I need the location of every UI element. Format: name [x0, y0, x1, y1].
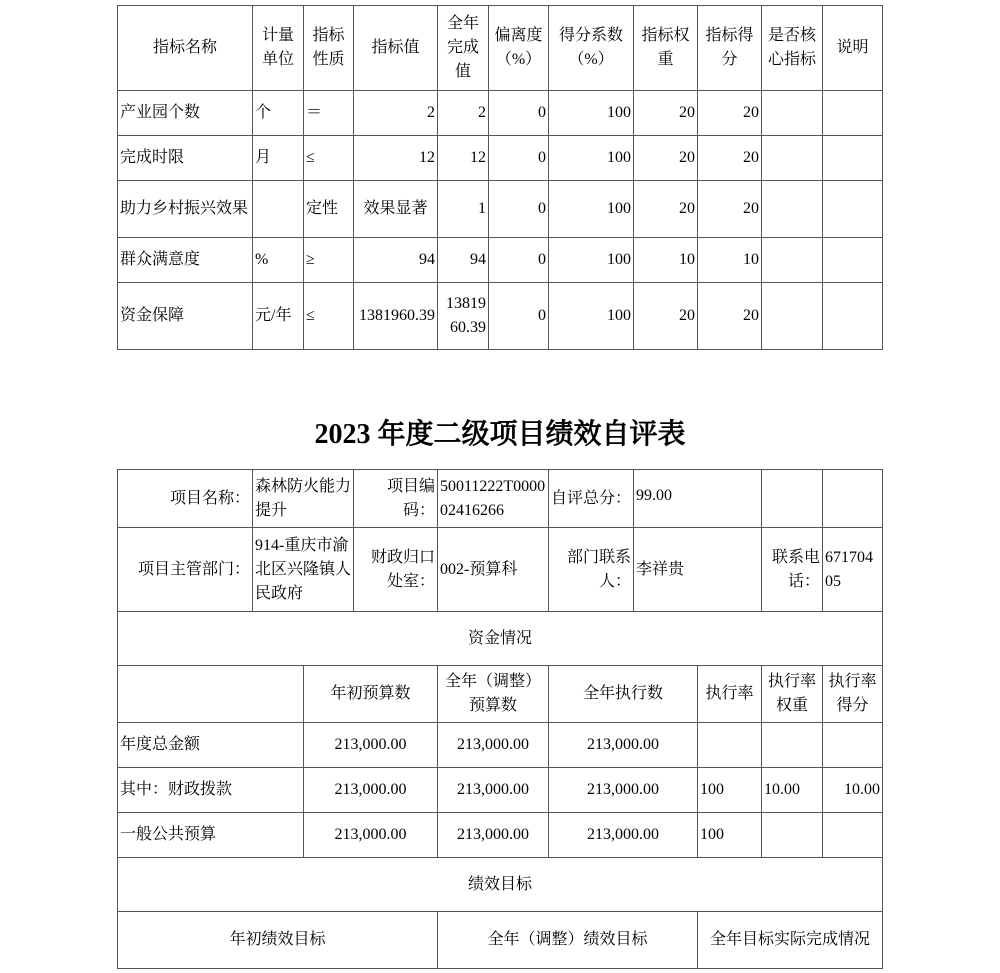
- table-cell: ≥: [304, 238, 354, 283]
- table-cell: [823, 238, 883, 283]
- table-cell: 0: [489, 181, 549, 238]
- table-cell: 20: [634, 91, 698, 136]
- table-cell: 效果显著: [354, 181, 438, 238]
- table-cell: [823, 283, 883, 350]
- funds-section-heading: 资金情况: [118, 612, 883, 666]
- table-cell: 213,000.00: [438, 813, 549, 858]
- table-cell: 100: [549, 238, 634, 283]
- header-cell: 是否核心指标: [762, 6, 823, 91]
- header-cell: 执行率得分: [823, 666, 883, 723]
- table-cell: 0: [489, 283, 549, 350]
- page-title: 2023 年度二级项目绩效自评表: [314, 419, 686, 450]
- header-cell: 全年执行数: [549, 666, 698, 723]
- table-cell: 月: [253, 136, 304, 181]
- contact-label: 部门联系人：: [549, 528, 634, 612]
- table-cell: [762, 238, 823, 283]
- header-cell: 偏离度（%）: [489, 6, 549, 91]
- table-cell: 213,000.00: [549, 723, 698, 768]
- table-cell: [762, 723, 823, 768]
- table-cell: [823, 91, 883, 136]
- header-cell: 年初预算数: [304, 666, 438, 723]
- table-cell: 100: [549, 136, 634, 181]
- table-cell: 2: [438, 91, 489, 136]
- indicator-row: [118, 283, 883, 350]
- table-cell: 20: [634, 283, 698, 350]
- table-cell: 定性: [304, 181, 354, 238]
- table-cell: 213,000.00: [438, 723, 549, 768]
- table-cell: %: [253, 238, 304, 283]
- table-cell: [823, 723, 883, 768]
- table-cell: 100: [549, 283, 634, 350]
- table-cell: 213,000.00: [304, 813, 438, 858]
- table-cell: [253, 181, 304, 238]
- project-name-value: 森林防火能力提升: [253, 470, 354, 528]
- header-cell: 得分系数（%）: [549, 6, 634, 91]
- header-cell: [118, 666, 304, 723]
- table-cell: 1381960.39: [354, 283, 438, 350]
- table-cell: 产业园个数: [118, 91, 253, 136]
- funds-row: [118, 723, 883, 768]
- table-cell: 2: [354, 91, 438, 136]
- project-code-label: 项目编码：: [354, 470, 438, 528]
- table-cell: 20: [634, 181, 698, 238]
- table-cell: 213,000.00: [438, 768, 549, 813]
- table-cell: 213,000.00: [549, 813, 698, 858]
- header-cell: 全年（调整）预算数: [438, 666, 549, 723]
- indicator-row: [118, 136, 883, 181]
- indicator-row: [118, 238, 883, 283]
- contact-value: 李祥贵: [634, 528, 762, 612]
- table-cell: ＝: [304, 91, 354, 136]
- self-evaluation-table: [117, 469, 883, 969]
- office-value: 002-预算科: [438, 528, 549, 612]
- self-score-value: 99.00: [634, 470, 762, 528]
- header-cell: 指标得分: [698, 6, 762, 91]
- dept-label: 项目主管部门：: [118, 528, 253, 612]
- empty-cell: [762, 470, 823, 528]
- header-cell: 指标权重: [634, 6, 698, 91]
- table-cell: 213,000.00: [304, 768, 438, 813]
- table-cell: 20: [698, 136, 762, 181]
- table-cell: [762, 813, 823, 858]
- table-cell: 1381960.39: [438, 283, 489, 350]
- table-cell: 年度总金额: [118, 723, 304, 768]
- goals-section-heading: 绩效目标: [118, 858, 883, 912]
- table-cell: [823, 813, 883, 858]
- table-cell: 元/年: [253, 283, 304, 350]
- empty-cell: [823, 470, 883, 528]
- table-cell: 12: [438, 136, 489, 181]
- header-cell: 全年（调整）绩效目标: [438, 912, 698, 969]
- funds-row: [118, 813, 883, 858]
- project-code-value: 50011222T000002416266: [438, 470, 549, 528]
- table-cell: 群众满意度: [118, 238, 253, 283]
- project-info-row: [118, 470, 883, 528]
- header-cell: 指标性质: [304, 6, 354, 91]
- header-cell: 指标名称: [118, 6, 253, 91]
- table-cell: 20: [698, 283, 762, 350]
- indicator-row: [118, 91, 883, 136]
- table-cell: 0: [489, 91, 549, 136]
- table-cell: ≤: [304, 136, 354, 181]
- table-cell: 100: [549, 91, 634, 136]
- header-cell: 执行率: [698, 666, 762, 723]
- office-label: 财政归口处室：: [354, 528, 438, 612]
- indicator-row: [118, 181, 883, 238]
- goals-header-row: [118, 912, 883, 969]
- table-cell: 0: [489, 238, 549, 283]
- table-cell: 其中：财政拨款: [118, 768, 304, 813]
- table-cell: ≤: [304, 283, 354, 350]
- table-cell: 一般公共预算: [118, 813, 304, 858]
- table-cell: 0: [489, 136, 549, 181]
- header-cell: 全年完成值: [438, 6, 489, 91]
- table-cell: 100: [549, 181, 634, 238]
- table-cell: 资金保障: [118, 283, 253, 350]
- table-cell: 20: [698, 181, 762, 238]
- table-cell: [698, 723, 762, 768]
- indicator-header-row: [118, 6, 883, 91]
- self-score-label: 自评总分：: [549, 470, 634, 528]
- table-cell: 1: [438, 181, 489, 238]
- table-cell: 100: [698, 768, 762, 813]
- table-cell: 20: [698, 91, 762, 136]
- table-cell: 助力乡村振兴效果: [118, 181, 253, 238]
- department-row: [118, 528, 883, 612]
- header-cell: 说明: [823, 6, 883, 91]
- header-cell: 年初绩效目标: [118, 912, 438, 969]
- table-cell: 个: [253, 91, 304, 136]
- table-cell: [762, 181, 823, 238]
- table-cell: 94: [438, 238, 489, 283]
- table-cell: [823, 181, 883, 238]
- table-cell: 94: [354, 238, 438, 283]
- indicator-table: [117, 5, 883, 350]
- table-cell: 12: [354, 136, 438, 181]
- table-cell: 213,000.00: [304, 723, 438, 768]
- table-cell: [823, 136, 883, 181]
- header-cell: 全年目标实际完成情况: [698, 912, 883, 969]
- table-cell: 10.00: [823, 768, 883, 813]
- phone-value: 67170405: [823, 528, 883, 612]
- table-cell: [762, 91, 823, 136]
- phone-label: 联系电话：: [762, 528, 823, 612]
- table-cell: 10: [698, 238, 762, 283]
- funds-row: [118, 768, 883, 813]
- funds-header-row: [118, 666, 883, 723]
- header-cell: 计量单位: [253, 6, 304, 91]
- header-cell: 执行率权重: [762, 666, 823, 723]
- table-cell: 213,000.00: [549, 768, 698, 813]
- table-cell: 100: [698, 813, 762, 858]
- table-cell: [762, 283, 823, 350]
- dept-value: 914-重庆市渝北区兴隆镇人民政府: [253, 528, 354, 612]
- header-cell: 指标值: [354, 6, 438, 91]
- table-cell: 10.00: [762, 768, 823, 813]
- project-name-label: 项目名称：: [118, 470, 253, 528]
- table-cell: [762, 136, 823, 181]
- table-cell: 完成时限: [118, 136, 253, 181]
- table-cell: 20: [634, 136, 698, 181]
- table-cell: 10: [634, 238, 698, 283]
